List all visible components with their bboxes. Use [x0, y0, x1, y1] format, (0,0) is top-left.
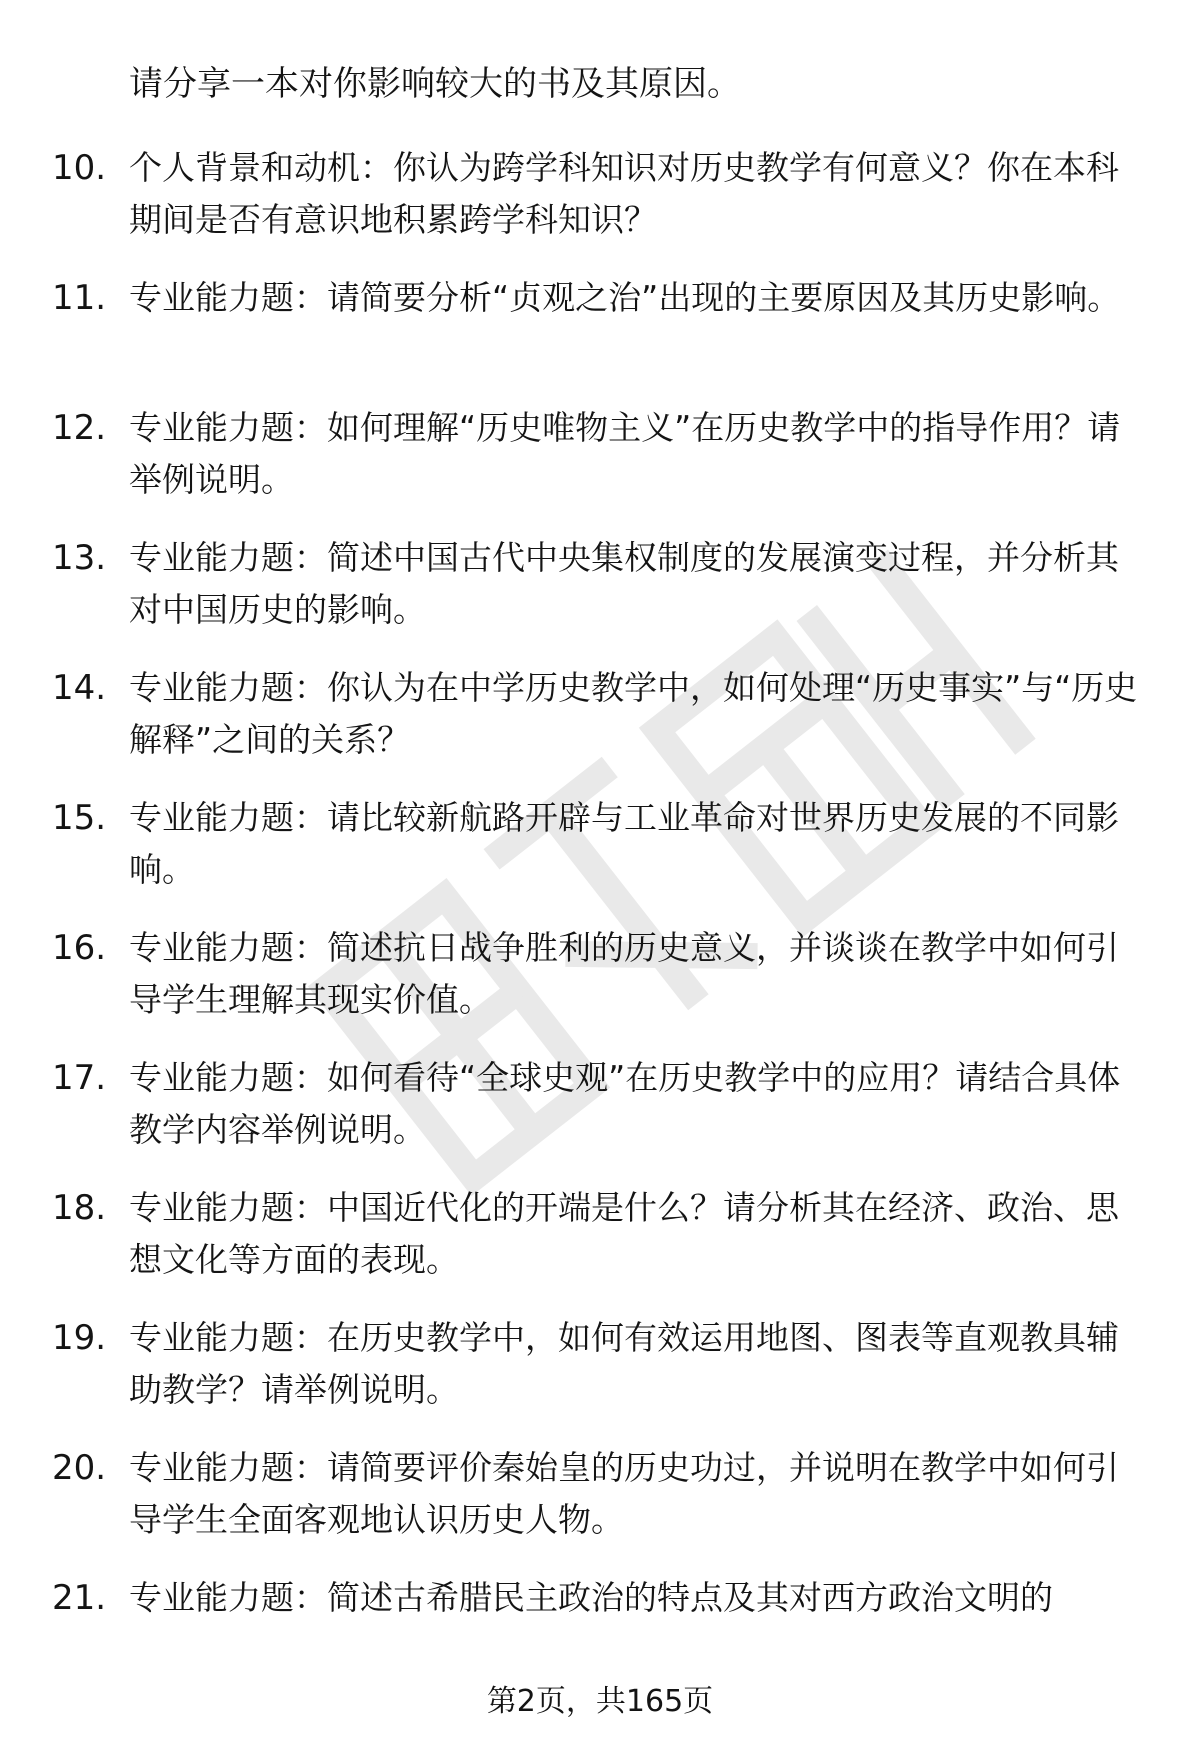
question-number: 16. [52, 928, 107, 968]
list-item [0, 532, 1200, 636]
question-text: 专业能力题：简述古希腊民主政治的特点及其对西方政治文明的 [129, 1578, 1053, 1617]
list-item [0, 1572, 1200, 1676]
list-item [0, 662, 1200, 766]
question-text: 专业能力题：如何理解“历史唯物主义”在历史教学中的指导作用？请举例说明。 [129, 408, 1121, 499]
question-text: 专业能力题：请简要分析“贞观之治”出现的主要原因及其历史影响。 [129, 278, 1121, 317]
question-number: 19. [52, 1318, 107, 1358]
question-text: 专业能力题：简述中国古代中央集权制度的发展演变过程，并分析其对中国历史的影响。 [129, 538, 1119, 629]
question-number: 17. [52, 1058, 107, 1098]
list-item [0, 402, 1200, 506]
list-item [0, 1442, 1200, 1546]
question-text: 专业能力题：请简要评价秦始皇的历史功过，并说明在教学中如何引导学生全面客观地认识历史人物。 [129, 1448, 1119, 1539]
question-number: 12. [52, 408, 107, 448]
continuation-text: 请分享一本对你影响较大的书及其原因。 [129, 64, 741, 104]
list-item [0, 272, 1200, 376]
question-number: 20. [52, 1448, 107, 1488]
question-number: 18. [52, 1188, 107, 1228]
question-number: 21. [52, 1578, 107, 1618]
list-item [0, 922, 1200, 1026]
question-text: 专业能力题：如何看待“全球史观”在历史教学中的应用？请结合具体教学内容举例说明。 [129, 1058, 1121, 1149]
list-item [0, 1052, 1200, 1156]
question-list [0, 142, 1200, 1702]
question-text: 专业能力题：中国近代化的开端是什么？请分析其在经济、政治、思想文化等方面的表现。 [129, 1188, 1119, 1279]
question-text: 个人背景和动机：你认为跨学科知识对历史教学有何意义？你在本科期间是否有意识地积累跨学科知识？ [129, 148, 1119, 239]
question-number: 11. [52, 278, 107, 318]
question-text: 专业能力题：简述抗日战争胜利的历史意义，并谈谈在教学中如何引导学生理解其现实价值。 [129, 928, 1119, 1019]
question-number: 14. [52, 668, 107, 708]
question-text: 专业能力题：在历史教学中，如何有效运用地图、图表等直观教具辅助教学？请举例说明。 [129, 1318, 1119, 1409]
question-text: 专业能力题：你认为在中学历史教学中，如何处理“历史事实”与“历史解释”之间的关系？ [129, 668, 1138, 759]
question-text: 专业能力题：请比较新航路开辟与工业革命对世界历史发展的不同影响。 [129, 798, 1119, 889]
page-footer: 第2页，共165页 [486, 1684, 714, 1719]
question-number: 15. [52, 798, 107, 838]
list-item [0, 792, 1200, 896]
list-item [0, 1182, 1200, 1286]
list-item [0, 1312, 1200, 1416]
list-item [0, 142, 1200, 246]
question-number: 13. [52, 538, 107, 578]
question-number: 10. [52, 148, 107, 188]
